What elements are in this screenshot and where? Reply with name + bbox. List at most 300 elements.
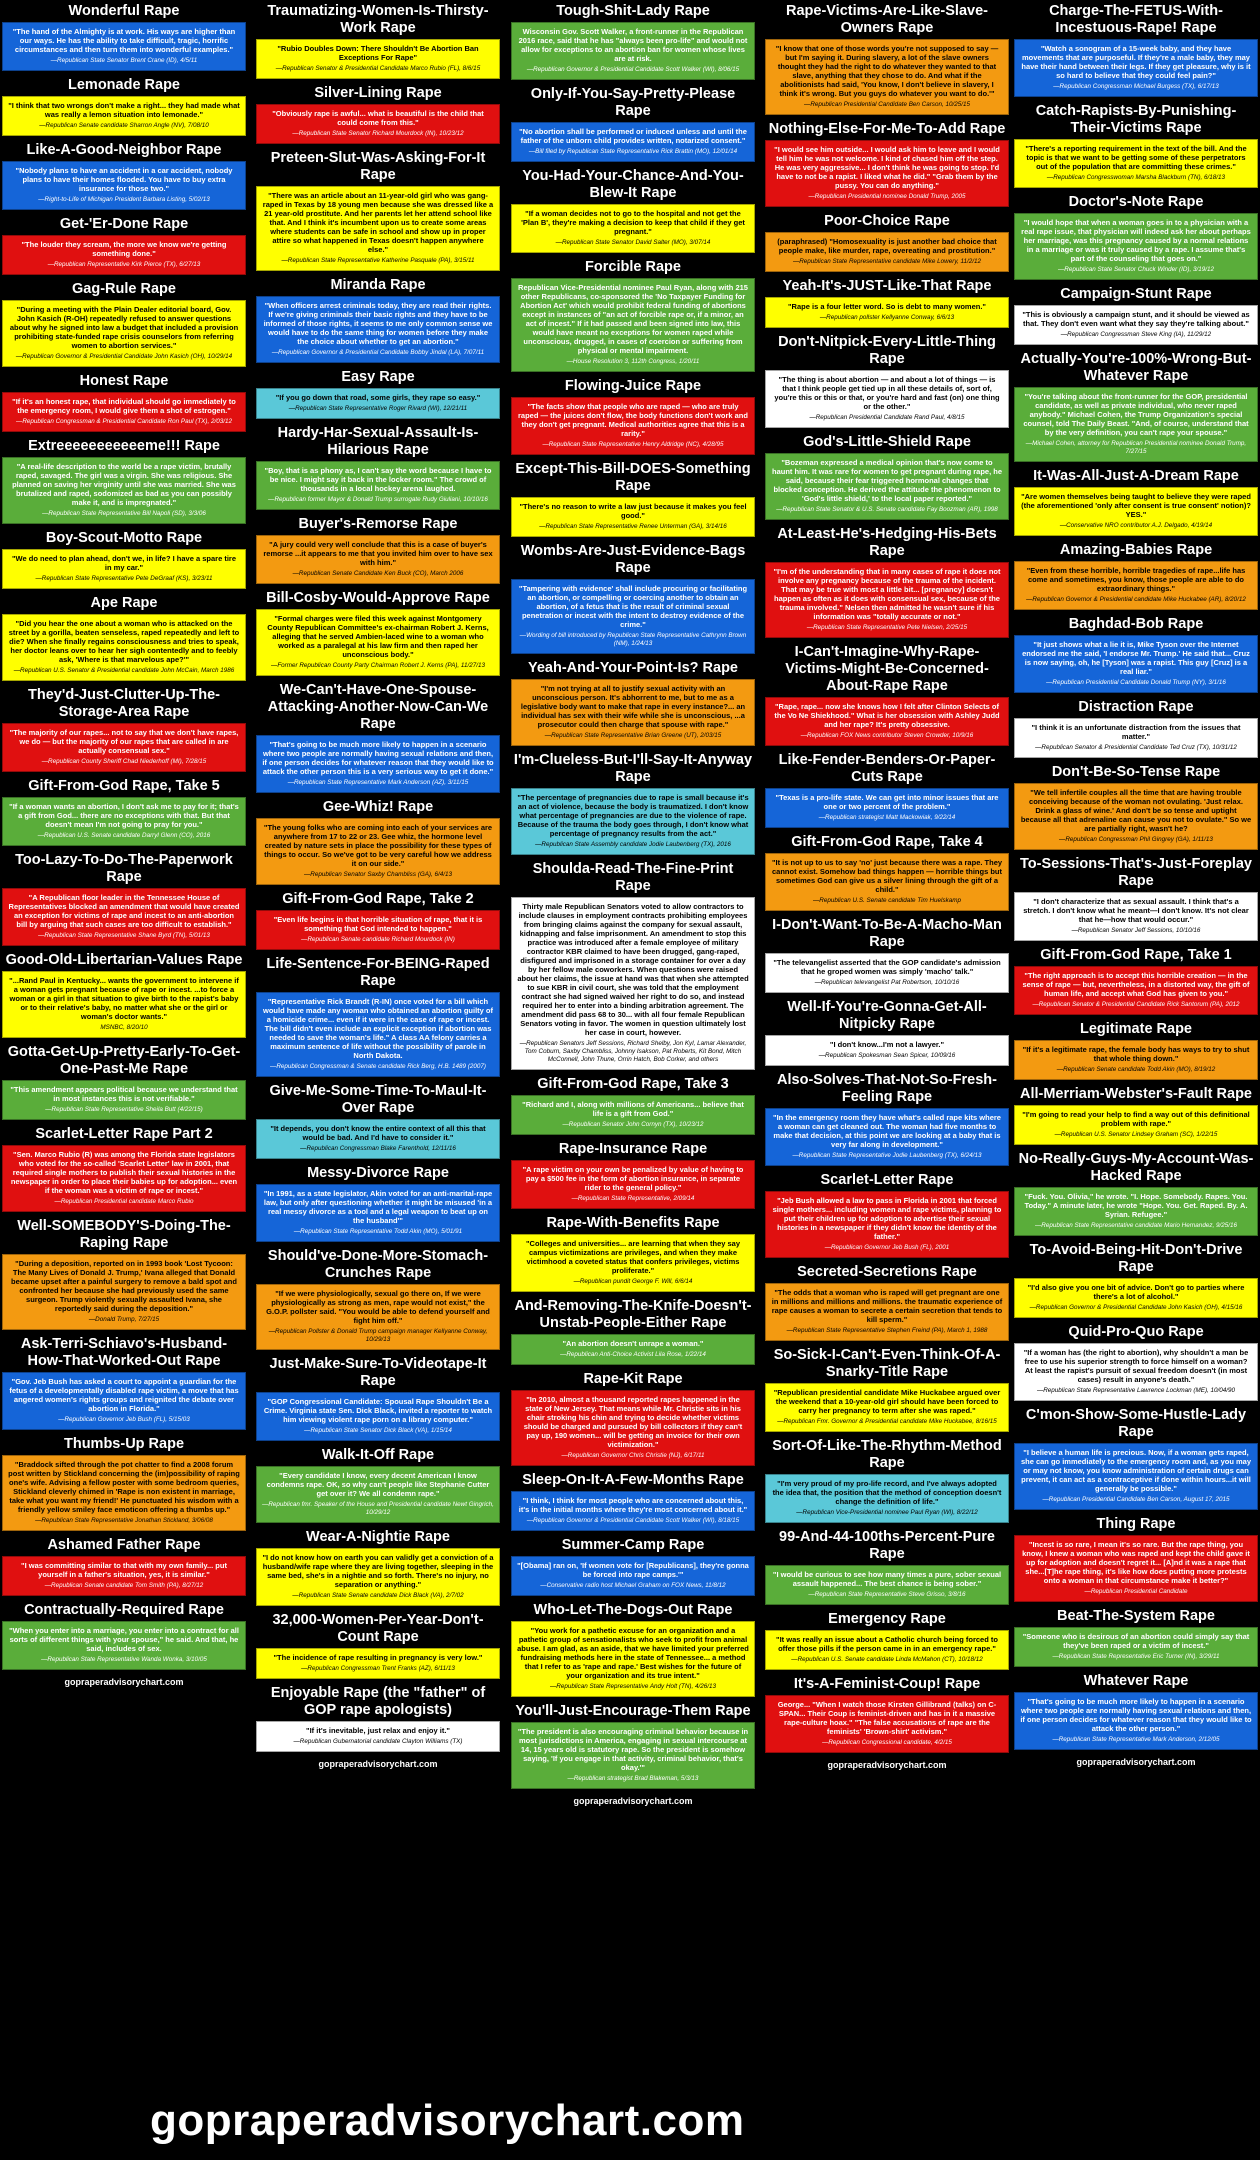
attribution-text: —Republican Governor & Presidential Candidate John Kasich (OH), 10/29/14: [15, 353, 233, 360]
rape-entry: [1014, 853, 1258, 941]
attribution-text: —Republican State Representative Brian Greene (UT), 2/03/15: [544, 732, 722, 739]
rape-entry: [2, 527, 246, 589]
entry-title: At-Least-He's-Hedging-His-Bets Rape: [777, 526, 997, 559]
rape-entry: [256, 422, 500, 510]
attribution-text: —Republican Senate candidate Tom Smith (PA), 8/27/12: [44, 1582, 204, 1589]
quote-box: [1014, 213, 1258, 280]
quote-box: [256, 1548, 500, 1606]
rape-entry: [1014, 1083, 1258, 1145]
entry-title: Campaign-Stunt Rape: [1060, 286, 1212, 302]
entry-title: Good-Old-Libertarian-Values Rape: [5, 952, 243, 968]
quote-box: [256, 535, 500, 584]
entry-title: Sleep-On-It-A-Few-Months Rape: [522, 1472, 744, 1488]
quote-box: [2, 1556, 246, 1596]
entry-title: Wombs-Are-Just-Evidence-Bags Rape: [520, 543, 746, 576]
attribution-text: —Republican State Representative candidate Mike Lowery, 11/2/12: [792, 258, 982, 265]
quote-text: "If we were physiologically, sexual go there on, If we were physiologically as strong as men, rape would not exist," the G.O.P. pollster said. "You would be able to defend yourself and fight him off.": [266, 1289, 490, 1325]
attribution-text: —Republican State Senate candidate Dick Black (VA), 2/7/02: [292, 1592, 464, 1599]
attribution-text: —Republican State Senator David Salter (MO), 3/07/14: [555, 239, 711, 246]
quote-box: [765, 140, 1009, 207]
quote-text: "It is not up to us to say 'no' just because there was a rape. They cannot exist. Somehow bad things happen — horrible things but sometimes God can give us a silver lining through the gift of a child.": [771, 858, 1003, 894]
quote-box: [1014, 1627, 1258, 1667]
rape-entry: [256, 1353, 500, 1441]
quote-text: "The odds that a woman who is raped will get pregnant are one in millions and millions and millions. the traumatic experience of rape causes a woman to secrete a certain secretion that tends to kill sperm.": [771, 1288, 1003, 1324]
attribution-text: —Republican State Representative Henry Aldridge (NC), 4/28/95: [542, 441, 724, 448]
rape-entry: [256, 587, 500, 676]
quote-text: "A jury could very well conclude that this is a case of buyer's remorse ...it appears to me that you invited him over to have sex with him.": [263, 540, 493, 567]
rape-entry: [1014, 283, 1258, 345]
quote-box: [511, 1160, 755, 1209]
quote-box: [256, 296, 500, 363]
entry-title: Like-A-Good-Neighbor Rape: [26, 142, 222, 158]
quote-text: "[Obama] ran on, 'If women vote for [Republicans], they're gonna be forced into rape camps.'": [517, 1561, 749, 1579]
quote-box: [765, 1283, 1009, 1341]
quote-box: [765, 453, 1009, 520]
quote-text: "If a woman wants an abortion, I don't ask me to pay for it; that's a gift from God... there are no exceptions with that. But that doesn't mean I'm not going to pray for you.": [9, 802, 239, 829]
rape-entry: [511, 0, 755, 80]
quote-text: "I'd also give you one bit of advice. Don't go to parties where there's a lot of alcohol.": [1027, 1283, 1245, 1301]
entry-title: Give-Me-Some-Time-To-Maul-It-Over Rape: [269, 1083, 487, 1116]
attribution-text: —House Resolution 3, 112th Congress, 1/20/11: [566, 358, 700, 365]
rape-entry: [2, 1041, 246, 1120]
rape-entry: [765, 1526, 1009, 1605]
quote-box: [1014, 561, 1258, 610]
quote-text: "The young folks who are coming into each of your services are anywhere from 17 to 22 or 23. Gee whiz, the hormone level created by nature sets in place the possibility for these types of things to occur. So we've got to be very careful how we address it on our side.": [263, 823, 493, 868]
attribution-text: —Republican Presidential candidate Marco Rubio: [54, 1198, 194, 1205]
quote-box: [765, 297, 1009, 328]
rape-entry: [256, 1526, 500, 1606]
quote-box: [2, 96, 246, 136]
attribution-text: —Republican U.S. Senate candidate Darryl Glenn (CO), 2016: [37, 832, 211, 839]
quote-text: "A Republican floor leader in the Tennessee House of Representatives blocked an amendment that would have created an exception for victims of rape and incest to an anti-abortion bill by arguing that such cases are too difficult to establish.": [8, 893, 240, 929]
entry-title: Summer-Camp Rape: [561, 1537, 705, 1553]
entry-title: Enjoyable Rape (the "father" of GOP rape apologists): [270, 1685, 486, 1718]
quote-text: "I do not know how on earth you can validly get a conviction of a husband/wife rape where they are living together, sleeping in the same bed, she's in a nightie and so forth. There's no injury, no separation or anything.": [262, 1553, 494, 1589]
entry-title: Rape-Insurance Rape: [558, 1141, 708, 1157]
quote-text: "In 1991, as a state legislator, Akin voted for an anti-marital-rape law, but only after questioning whether it might be misused 'in a real messy divorce as a tool and a legal weapon to beat up on the husband'": [263, 1189, 493, 1225]
attribution-text: —Donald Trump, 7/27/15: [88, 1316, 160, 1323]
entry-title: Charge-The-FETUS-With-Incestuous-Rape! Rape: [1049, 3, 1223, 36]
quote-box: [1014, 139, 1258, 188]
rape-entry: [1014, 613, 1258, 693]
quote-text: "Texas is a pro-life state. We can get into minor issues that are one or two percent of the problem.": [775, 793, 999, 811]
quote-text: "I'm very proud of my pro-life record, and I've always adopted the idea that, the position that the method of conception doesn't change the definition of life.": [772, 1479, 1002, 1506]
quote-box: [1014, 783, 1258, 850]
entry-title: Legitimate Rape: [1080, 1021, 1192, 1037]
quote-box: [765, 953, 1009, 993]
quote-text: "I don't characterize that as sexual assault. I think that's a stretch. I don't know what he meant—I don't know. It's not clear that he—how that would occur.": [1023, 897, 1249, 924]
attribution-text: —Republican State Representative Renee Unterman (GA), 3/14/16: [539, 523, 727, 530]
quote-text: "It just shows what a lie it is, Mike Tyson over the Internet endorsed me the said, 'I endorse Mr. Trump.' He said that... Cruz is now saying, oh, he [Tyson] was a rapist. This guy [Cruz] is a real liar.": [1022, 640, 1250, 676]
column-footer-url: gopraperadvisorychart.com: [318, 1759, 438, 1769]
quote-box: [256, 1648, 500, 1679]
entry-title: Poor-Choice Rape: [824, 213, 950, 229]
attribution-text: —Republican State Representative, 2/09/14: [571, 1195, 695, 1202]
quote-box: [256, 1119, 500, 1159]
rape-entry: [2, 684, 246, 772]
quote-text: "Nobody plans to have an accident in a car accident, nobody plans to have their homes flooded. You have to buy extra insurance for those two.": [15, 166, 233, 193]
quote-box: [511, 1491, 755, 1531]
quote-box: [2, 235, 246, 275]
attribution-text: —Republican Congressman Blake Farenthold, 12/11/16: [300, 1145, 456, 1152]
quote-text: "I know that one of those words you're not supposed to say — but I'm saying it. During slavery, a lot of the slave owners thought they had the right to do whatever they wanted to that slave, anything that they chose to do. And what if the abolitionists had said, 'You know, I don't believe in slavery, I think it's wrong. But you guys do whatever you want to do.'": [775, 44, 999, 98]
quote-text: "Tampering with evidence' shall include procuring or facilitating an abortion, or compelling or coercing another to obtain an abortion, of a fetus that is the result of criminal sexual penetration or incest with the intent to destroy evidence of the crime.": [518, 584, 748, 629]
attribution-text: —Republican Senate candidate Sharron Angle (NV), 7/08/10: [39, 122, 209, 129]
attribution-text: —Republican Governor Chris Christie (NJ), 6/17/11: [561, 1452, 705, 1459]
quote-text: "An abortion doesn't unrape a woman.": [562, 1339, 704, 1348]
rape-entry: [2, 213, 246, 275]
rape-entry: [765, 749, 1009, 828]
quote-text: "I believe a human life is precious. Now, if a woman gets raped, she can go immediately to the emergency room and, as you may or may not know, you know administration of certain drugs can prevent, it can act as a contraceptive if done within hours...it will generally be possible.": [1020, 1448, 1252, 1493]
quote-box: [511, 1390, 755, 1466]
quote-box: [1014, 1187, 1258, 1236]
attribution-text: —Republican Presidential Candidate Donald Trump (NY), 3/1/16: [1046, 679, 1226, 686]
attribution-text: —Republican County Sheriff Chad Niederhoff (MI), 7/28/15: [41, 758, 207, 765]
attribution-text: —Republican Senator Saxby Chambliss (GA), 6/4/13: [303, 871, 453, 878]
rape-entry: [765, 996, 1009, 1066]
attribution-text: —Republican Presidential Candidate Ben Carson, 10/25/15: [804, 101, 970, 108]
rape-entry: [2, 139, 246, 210]
attribution-text: —Republican Governor & Presidential Candidate John Kasich (OH), 4/15/16: [1029, 1304, 1243, 1311]
column-5: [1014, 0, 1258, 1773]
attribution-text: —Republican State Representative Lawrence Lockman (ME), 10/04/90: [1036, 1387, 1236, 1394]
attribution-text: MSNBC, 8/20/10: [100, 1024, 148, 1031]
attribution-text: —Republican former Mayor & Donald Trump surrogate Rudy Giuliani, 10/10/16: [268, 496, 488, 503]
quote-box: [256, 39, 500, 79]
rape-entry: [2, 1333, 246, 1430]
entry-title: Lemonade Rape: [68, 77, 180, 93]
attribution-text: —Republican FOX News contributor Steven Crowder, 10/9/16: [800, 732, 974, 739]
rape-entry: [511, 165, 755, 253]
rape-entry: [511, 858, 755, 1070]
entry-title: Thing Rape: [1096, 1516, 1176, 1532]
entry-title: To-Avoid-Being-Hit-Don't-Drive Rape: [1029, 1242, 1243, 1275]
quote-text: "The majority of our rapes... not to say that we don't have rapes, we do — but the majority of our rapes that are called in are actually consensual sex.": [9, 728, 239, 755]
quote-box: [2, 457, 246, 524]
entry-title: Well-If-You're-Gonna-Get-All-Nitpicky Rape: [787, 999, 987, 1032]
quote-box: [765, 1695, 1009, 1753]
attribution-text: —Michael Cohen, attorney for Republican Presidential nominee Donald Trump, 7/27/15: [1025, 440, 1247, 455]
quote-text: "The right approach is to accept this horrible creation — in the sense of rape — but, nevertheless, in a distorted way, the gift of human life, and accept what God has given to you.": [1022, 971, 1250, 998]
quote-box: [2, 1621, 246, 1670]
entry-title: Easy Rape: [341, 369, 415, 385]
quote-text: "It was really an issue about a Catholic church being forced to offer those pills if the person came in in an emergency rape.": [776, 1635, 998, 1653]
quote-text: "If it's inevitable, just relax and enjoy it.": [306, 1726, 450, 1735]
entry-title: Baghdad-Bob Rape: [1068, 616, 1204, 632]
entry-title: Doctor's-Note Rape: [1068, 194, 1204, 210]
attribution-text: —Republican State Representative Wanda Wonka, 3/10/05: [41, 1656, 207, 1663]
quote-box: [256, 1721, 500, 1752]
quote-text: Wisconsin Gov. Scott Walker, a front-runner in the Republican 2016 race, said that he has "always been pro-life" and would not allow for exceptions to an abortion ban for women whose lives are at risk.: [518, 27, 748, 63]
quote-text: "The thing is about abortion — and about a lot of things — is that I think people get tied up in all these details of, sort of, you're this or this or that, or you're hard and fast (on) one thing or the other.": [774, 375, 1000, 411]
quote-text: "During a deposition, reported on in 1993 book 'Lost Tycoon: The Many Lives of Donald J. Trump,' Ivana alleged that Donald became upset after a painful surgery to remove a bald spot and confronted her because she had previously used the same surgeon. Trump violently sexually assaulted Ivana, she reportedly said during the deposition.": [11, 1259, 237, 1313]
column-3: [511, 0, 755, 1812]
quote-text: "I'm not trying at all to justify sexual activity with an unconscious person. It's abhorrent to me, but to me as a legislative body want to make that rape in every instance?... an individual has sex with their wife while she is unconscious, ...a prosecutor could then charge that spouse with rape.": [520, 684, 746, 729]
entry-title: Life-Sentence-For-BEING-Raped Rape: [266, 956, 490, 989]
rape-entry: [765, 1344, 1009, 1432]
rape-entry: [511, 1212, 755, 1292]
attribution-text: —Republican Congressman Trent Franks (AZ), 6/11/13: [301, 1665, 455, 1672]
entry-title: So-Sick-I-Can't-Even-Think-Of-A-Snarky-Title Rape: [773, 1347, 1001, 1380]
quote-text: "Rape is a four letter word. So is debt to many women.": [788, 302, 986, 311]
entry-title: Just-Make-Sure-To-Videotape-It Rape: [269, 1356, 487, 1389]
quote-box: [1014, 1105, 1258, 1145]
attribution-text: —Republican Senator John Cornyn (TX), 10/23/12: [562, 1121, 704, 1128]
quote-text: "In 2010, almost a thousand reported rapes happened in the state of New Jersey. That means while Mr. Christie sits in his chair stroking his chin and trying to decide whether victims should be charged and pursued by bill collectors if they can't pay up, 190 women... will be getting an invoice for their own victimization.": [523, 1395, 743, 1449]
attribution-text: —Republican Governor Jeb Bush (FL), 2001: [824, 1244, 950, 1251]
column-footer-url: gopraperadvisorychart.com: [64, 1677, 184, 1687]
rape-entry: [1014, 696, 1258, 758]
entry-title: Bill-Cosby-Would-Approve Rape: [266, 590, 490, 606]
entry-title: Silver-Lining Rape: [314, 85, 442, 101]
rape-entry: [511, 540, 755, 654]
entry-title: Boy-Scout-Motto Rape: [45, 530, 203, 546]
entry-title: Distraction Rape: [1078, 699, 1194, 715]
quote-box: [765, 562, 1009, 638]
entry-title: Actually-You're-100%-Wrong-But-Whatever Rape: [1020, 351, 1252, 384]
entry-title: 32,000-Women-Per-Year-Don't-Count Rape: [272, 1612, 484, 1645]
rape-entry: [765, 914, 1009, 993]
column-footer-url: gopraperadvisorychart.com: [573, 1796, 693, 1806]
quote-text: "We do need to plan ahead, don't we, in life? I have a spare tire in my car.": [12, 554, 236, 572]
rape-entry: [1014, 761, 1258, 850]
attribution-text: —Republican Senate candidate Richard Mourdock (IN): [301, 936, 455, 943]
quote-text: "Obviously rape is awful... what is beautiful is the child that could come from this.": [272, 109, 484, 127]
quote-text: "We tell infertile couples all the time that are having trouble conceiving because of the woman not ovulating. 'Just relax. Drink a glass of wine.' And don't be so tense and uptight because all that adrenaline can cause you not to ovulate." So we are partially right, wasn't he?: [1020, 788, 1252, 833]
entry-title: Quid-Pro-Quo Rape: [1068, 1324, 1204, 1340]
quote-box: [765, 853, 1009, 911]
attribution-text: —Republican Anti-Choice Activist Lila Rose, 1/22/14: [560, 1351, 706, 1358]
quote-text: "The louder they scream, the more we know we're getting something done.": [21, 240, 227, 258]
quote-text: "There's a reporting requirement in the text of the bill. And the topic is that we want to be getting some of these perpetrators out of the population that are committing these crimes.": [1025, 144, 1247, 171]
entry-title: Gee-Whiz! Rape: [322, 799, 434, 815]
entry-title: Gift-From-God Rape, Take 2: [282, 891, 474, 907]
attribution-text: —Republican Spokesman Sean Spicer, 10/09/16: [818, 1052, 956, 1059]
entry-title: Amazing-Babies Rape: [1059, 542, 1213, 558]
quote-text: "Bozeman expressed a medical opinion that's now come to haunt him. It was rare for women to get pregnant during rape, he said, because their fear triggered hormonal changes that blocked conception. He derived the attitude the phenomenon to 'God's little shield,' to the local paper reported.": [771, 458, 1003, 503]
entry-title: Ashamed Father Rape: [47, 1537, 201, 1553]
entry-title: Who-Let-The-Dogs-Out Rape: [533, 1602, 733, 1618]
rape-entry: [511, 1368, 755, 1466]
rape-entry: [2, 1599, 246, 1670]
entry-title: Honest Rape: [79, 373, 169, 389]
quote-box: [1014, 305, 1258, 345]
rape-entry: [256, 274, 500, 363]
entry-title: All-Merriam-Webster's-Fault Rape: [1019, 1086, 1252, 1102]
attribution-text: —Republican State Senator Dick Black (VA), 1/15/14: [304, 1427, 452, 1434]
entry-title: Only-If-You-Say-Pretty-Please Rape: [530, 86, 736, 119]
quote-box: [511, 1234, 755, 1292]
attribution-text: —Wording of bill introduced by Republican State Representative Cathrynn Brown (NM), 1/24/13: [519, 632, 747, 647]
quote-box: [1014, 1343, 1258, 1401]
rape-entry: [511, 256, 755, 372]
quote-box: [765, 1565, 1009, 1605]
entry-title: Messy-Divorce Rape: [307, 1165, 449, 1181]
quote-box: [765, 370, 1009, 428]
attribution-text: —Republican State Assembly candidate Jodie Laubenberg (TX), 2016: [535, 841, 731, 848]
rape-entry: [1014, 1404, 1258, 1510]
quote-box: [765, 1108, 1009, 1166]
attribution-text: —Republican U.S. Senator Lindsey Graham (SC), 1/22/15: [1054, 1131, 1218, 1138]
quote-box: [765, 788, 1009, 828]
attribution-text: —Right-to-Life of Michigan President Barbara Listing, 5/02/13: [38, 196, 210, 203]
quote-text: "Jeb Bush allowed a law to pass in Florida in 2001 that forced single mothers... including women and rape victims, planning to put their children up for adoption to advertise their sexual histories in a newspaper if they didn't know the identity of the father.": [772, 1196, 1002, 1241]
entry-title: Whatever Rape: [1083, 1673, 1189, 1689]
attribution-text: —Republican Fmr. Governor & Presidential candidate Mike Huckabee, 8/16/15: [777, 1418, 997, 1425]
quote-box: [511, 1095, 755, 1135]
rape-entry: [511, 1599, 755, 1697]
attribution-text: —Republican Governor & Presidential candidate Mike Huckabee (AR), 8/20/12: [1026, 596, 1246, 603]
quote-text: "No abortion shall be performed or induced unless and until the father of the unborn child provides written, notarized consent.": [519, 127, 747, 145]
quote-text: "I'm going to read your help to find a way out of this definitional problem with rape.": [1022, 1110, 1250, 1128]
quote-text: "I was committing similar to that with my own family... put yourself in a father's situation, yes, it is similar.": [21, 1561, 227, 1579]
entry-title: It's-A-Feminist-Coup! Rape: [793, 1676, 981, 1692]
entry-title: Gag-Rule Rape: [72, 281, 176, 297]
site-url[interactable]: gopraperadvisorychart.com: [150, 2096, 745, 2145]
rape-entry: [256, 953, 500, 1077]
quote-text: "Colleges and universities... are learning that when they say campus victimizations are privileges, and when they make victimhood a coveted status that confers privileges, victims proliferate.": [525, 1239, 741, 1275]
rape-entry: [256, 679, 500, 793]
rape-entry: [765, 431, 1009, 520]
attribution-text: —Republican Senate Candidate Ken Buck (CO), March 2006: [292, 570, 464, 577]
attribution-text: —Republican State Representative candidate Mario Hernandez, 9/25/16: [1035, 1222, 1237, 1229]
rape-entry: [765, 831, 1009, 911]
quote-text: "Boy, that is as phony as, I can't say the word because I have to be nice. I might say it back in the locker room." The crowd of thousands in a local hockey arena laughed.: [264, 466, 492, 493]
entry-title: Rape-Victims-Are-Like-Slave-Owners Rape: [785, 3, 988, 36]
quote-text: "Representative Rick Brandt (R-IN) once voted for a bill which would have made any woman who obtained an abortion guilty of a homicide crime... even if it were in the case of rape or incest. The bill didn't even include an explicit exception if abortion was needed to save the woman's life." A class AA felony carries a maximum sentence of life without the possibility of parole in North Dakota.: [262, 997, 494, 1060]
rape-entry: [765, 1261, 1009, 1341]
quote-box: [256, 818, 500, 885]
rape-entry: [1014, 944, 1258, 1015]
rape-entry: [256, 0, 500, 79]
quote-text: "You work for a pathetic excuse for an organization and a pathetic group of sensationalists who seek to profit from animal abuse. I am glad, as an aside, that we have limited your preferred fundraising methods here in the state of Tennessee... a method that I refer to as 'rape and rape.' Best wishes for the future of your organization and its true intent.": [517, 1626, 749, 1680]
attribution-text: —Republican Congressman & Senate candidate Rick Berg, H.B. 1489 (2007): [270, 1063, 486, 1070]
attribution-text: —Republican televangelist Pat Robertson, 10/10/16: [814, 979, 960, 986]
attribution-text: —Republican State Representative Pete DeGraaf (KS), 3/23/11: [35, 575, 213, 582]
entry-title: Get-'Er-Done Rape: [59, 216, 189, 232]
entry-title: Yeah-And-Your-Point-Is? Rape: [528, 660, 738, 676]
rape-entry: [256, 888, 500, 950]
attribution-text: —Republican State Representative Todd Akin (MO), 5/01/91: [293, 1228, 463, 1235]
attribution-text: —Republican Presidential Candidate: [1084, 1588, 1188, 1595]
rape-entry: [1014, 1513, 1258, 1602]
quote-text: "Sen. Marco Rubio (R) was among the Florida state legislators who voted for the so-called 'Scarlet Letter' law in 2001, that required single mothers to publish their sexual histories in the newspaper in order to place their babies up for adoption... even if the woman was a victim of rape or incest.": [10, 1150, 238, 1195]
quote-box: [2, 971, 246, 1038]
entry-title: Gift-From-God Rape, Take 4: [791, 834, 983, 850]
attribution-text: —Republican Governor Jeb Bush (FL), 5/15/03: [58, 1416, 190, 1423]
quote-box: [2, 161, 246, 210]
entry-title: 99-And-44-100ths-Percent-Pure Rape: [779, 1529, 995, 1562]
quote-box: [511, 278, 755, 372]
rape-entry: [2, 775, 246, 846]
quote-box: [256, 735, 500, 793]
rape-entry: [765, 1435, 1009, 1523]
quote-text: "The hand of the Almighty is at work. His ways are higher than our ways. He has the ability to take difficult, tragic, horrific circumstances and then turn them into wonderful examples.": [12, 27, 236, 54]
quote-box: [511, 788, 755, 855]
rape-entry: [765, 1673, 1009, 1753]
attribution-text: —Republican State Representative Eric Turner (IN), 3/29/11: [1052, 1653, 1220, 1660]
rape-entry: [1014, 191, 1258, 280]
entry-title: Sort-Of-Like-The-Rhythm-Method Rape: [772, 1438, 1002, 1471]
column-1: [2, 0, 246, 1693]
quote-text: "Every candidate I know, every decent American I know condemns rape. OK, so why can't people like Stephanie Cutter get over it? We all condemn rape.": [266, 1471, 490, 1498]
rape-entry: [511, 1138, 755, 1209]
rape-entry: [511, 1469, 755, 1531]
quote-box: [765, 1035, 1009, 1066]
attribution-text: —Republican State Representative Katherine Pasquale (PA), 3/15/11: [281, 257, 475, 264]
rape-entry: [2, 949, 246, 1038]
quote-box: [511, 122, 755, 162]
quote-text: "There's no reason to write a law just because it makes you feel good.": [519, 502, 747, 520]
entry-title: It-Was-All-Just-A-Dream Rape: [1033, 468, 1239, 484]
quote-box: [765, 1630, 1009, 1670]
quote-box: [2, 1372, 246, 1430]
rape-entry: [1014, 348, 1258, 462]
quote-text: "A real-life description to the world be a rape victim, brutally raped, savaged. The girl was a virgin. She was religious. She planned on saving her virginity until she was married. She was brutalized and raped, sodomized as bad as you can possibly make it, and is impregnated.": [12, 462, 236, 507]
rape-entry: [2, 1215, 246, 1330]
entry-title: Ask-Terri-Schiavo's-Husband-How-That-Worked-Out Rape: [20, 1336, 228, 1369]
quote-text: "...Rand Paul in Kentucky... wants the government to intervene if a woman gets pregnant because of rape or incest. ...to force a woman or a girl in that situation to give birth to the rapist's baby or to their relative's baby, no matter what she or the girl or woman's doctor wants.": [9, 976, 239, 1021]
column-footer-url: gopraperadvisorychart.com: [827, 1760, 947, 1770]
attribution-text: —Republican Presidential Candidate Ben Carson, August 17, 2015: [1042, 1496, 1230, 1503]
entry-title: Gotta-Get-Up-Pretty-Early-To-Get-One-Past-Me Rape: [7, 1044, 241, 1077]
entry-title: Hardy-Har-Sexual-Assault-Is-Hilarious Rape: [277, 425, 479, 458]
quote-box: [511, 1722, 755, 1789]
quote-text: "In the emergency room they have what's called rape kits where a woman can get cleaned out. The woman had five months to make that decision, at this point we are looking at a baby that is very far along in development.": [773, 1113, 1001, 1149]
attribution-text: —Republican U.S. Senator & Presidential candidate John McCain, March 1986: [13, 667, 235, 674]
rape-entry: [1014, 1321, 1258, 1401]
rape-entry: [1014, 1605, 1258, 1667]
quote-text: Thirty male Republican Senators voted to allow contractors to include clauses in employment contracts prohibiting employees from bringing claims against the company for sexual assault, kidnapping and false imprisonment. An amendment to stop this practice was introduced after a female employee of military contractor KBR claimed to have been drugged, gang-raped, disfigured and imprisoned in a storage container for over a day by her fellow male coworkers. When questions were raised about her claims, the issue at hand was that when she attempted to sue KBR in civil court, she was told that the employment contract she had signed waived her right to do so, and instead required her to enter into a binding arbitration agreement. The amendment did pass 68 to 30... with all four female Republican Senators voting in favor. The women in question ultimately lost her case in court, however.: [517, 902, 749, 1037]
quote-box: [511, 1334, 755, 1365]
attribution-text: —Republican State Representative Jonathan Stickland, 3/06/08: [35, 1517, 213, 1524]
quote-box: [511, 397, 755, 455]
attribution-text: —Republican State Representative Stephen Freind (PA), March 1, 1988: [786, 1327, 988, 1334]
rape-entry: [1014, 1239, 1258, 1318]
quote-box: [256, 461, 500, 510]
entry-title: Wear-A-Nightie Rape: [306, 1529, 450, 1545]
attribution-text: —Republican Senate candidate Todd Akin (MO), 8/19/12: [1056, 1066, 1216, 1073]
quote-box: [1014, 487, 1258, 536]
attribution-text: —Republican State Representative Andy Holt (TN), 4/26/13: [549, 1683, 717, 1690]
rape-entry: [765, 1069, 1009, 1166]
quote-box: [256, 1466, 500, 1523]
quote-box: [1014, 1535, 1258, 1602]
entry-title: Nothing-Else-For-Me-To-Add Rape: [768, 121, 1006, 137]
quote-text: "If a woman decides not to go to the hospital and not get the 'Plan B', they're making a decision to keep that child if they get pregnant.": [521, 209, 745, 236]
quote-box: [511, 1556, 755, 1596]
entry-title: Gift-From-God Rape, Take 5: [28, 778, 220, 794]
quote-text: "If it's an honest rape, that individual should go immediately to the emergency room, I would give them a shot of estrogen.": [12, 397, 236, 415]
rape-entry: [256, 1444, 500, 1523]
entry-title: Rape-Kit Rape: [583, 1371, 683, 1387]
attribution-text: —Republican Gubernatorial candidate Clayton Williams (TX): [293, 1738, 463, 1745]
rape-entry: [256, 1245, 500, 1350]
quote-box: [765, 1383, 1009, 1432]
quote-text: "I would be curious to see how many times a pure, sober sexual assault happened... The best chance is being sober.": [772, 1570, 1002, 1588]
rape-entry: [511, 657, 755, 746]
rape-entry: [256, 1080, 500, 1159]
attribution-text: —Former Republican County Party Chairman Robert J. Kerns (PA), 11/27/13: [271, 662, 485, 669]
quote-text: "GOP Congressional Candidate: Spousal Rape Shouldn't Be a Crime. Virginia state Sen. Dick Black, invited a reporter to watch him viewing violent rape porn on a library computer.": [263, 1397, 493, 1424]
quote-text: "Republican presidential candidate Mike Huckabee argued over the weekend that a 10-year-old girl should have been forced to carry her pregnancy to term after she was raped.": [773, 1388, 1001, 1415]
quote-text: "Watch a sonogram of a 15-week baby, and they have movements that are purposeful. If they're a male baby, they may have their hand between their legs. If they get pleasure, why is it so hard to believe that they could feel pain?": [1021, 44, 1251, 80]
entry-title: Miranda Rape: [330, 277, 426, 293]
rape-entry: [511, 1534, 755, 1596]
quote-text: "If it's a legitimate rape, the female body has ways to try to shut that whole thing down.": [1022, 1045, 1250, 1063]
quote-text: "I think it is an unfortunate distraction from the issues that matter.": [1031, 723, 1241, 741]
quote-text: "I'm of the understanding that in many cases of rape it does not involve any pregnancy because of the trauma of the incident. That may be true with most a little bit... [pregnancy] doesn't happen as often as it does with consensual sex, because of the trauma involved." Nelsen then admitted he wasn't sure if his information was "totally accurate or not.": [773, 567, 1001, 621]
